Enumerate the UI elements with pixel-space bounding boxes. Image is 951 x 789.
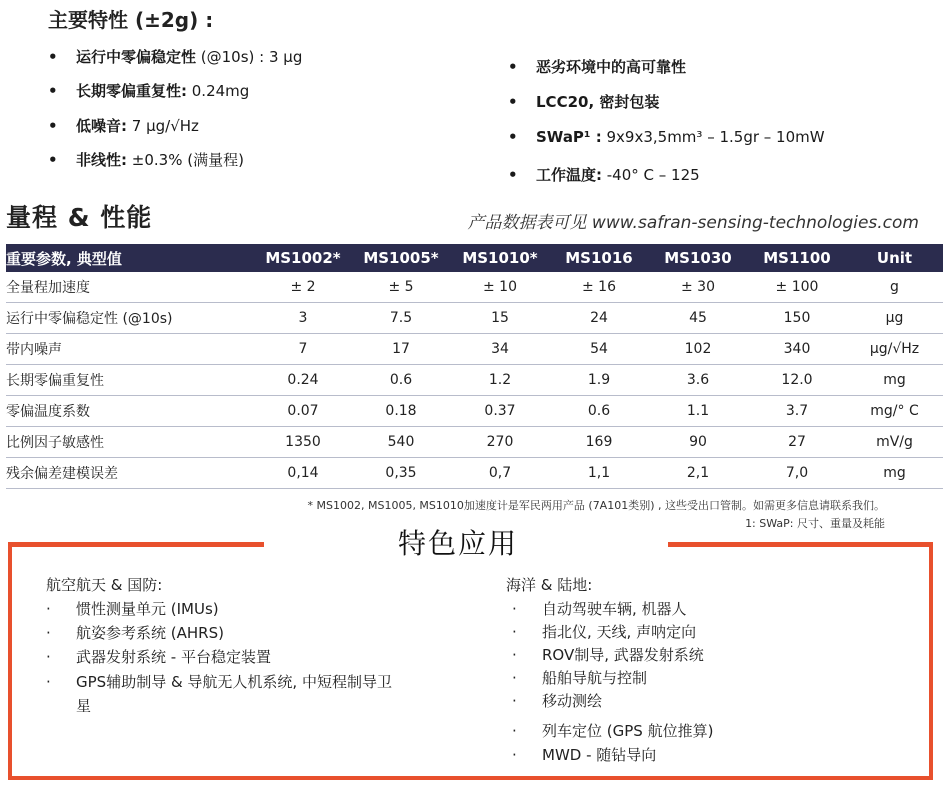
marine-land-heading: 海洋 & 陆地:: [506, 576, 593, 594]
export-control-note: * MS1002, MS1005, MS1010加速度计是军民两用产品 (7A101类别) , 这些受出口管制。如需更多信息请联系我们。: [307, 499, 885, 512]
table-cell: mV/g: [846, 427, 943, 458]
list-item: · 自动驾驶车辆, 机器人: [512, 600, 687, 618]
table-row: [6, 458, 943, 489]
table-cell: 2,1: [648, 458, 748, 489]
table-cell: 45: [648, 303, 748, 334]
table-cell: 残余偏差建模误差: [6, 458, 254, 489]
column-header: Unit: [846, 244, 943, 272]
feature-item: • 长期零偏重复性: 0.24mg: [48, 82, 250, 100]
table-cell: 150: [748, 303, 846, 334]
applications-title: 特色应用: [398, 527, 519, 560]
list-item: · ROV制导, 武器发射系统: [512, 646, 704, 664]
applications-border-top-left: [8, 542, 264, 547]
aerospace-defense-heading: 航空航天 & 国防:: [46, 576, 163, 594]
list-item: · 惯性测量单元 (IMUs): [46, 600, 219, 618]
table-cell: 0,14: [254, 458, 352, 489]
column-header: MS1005*: [352, 244, 450, 272]
table-cell: 7.5: [352, 303, 450, 334]
list-item: · MWD - 随钻导向: [512, 746, 657, 764]
table-cell: 全量程加速度: [6, 272, 254, 303]
section-title: 量程 & 性能: [6, 203, 153, 232]
table-cell: ± 5: [352, 272, 450, 303]
table-row: [6, 272, 943, 303]
datasheet-link[interactable]: 产品数据表可见 www.safran-sensing-technologies.com: [467, 213, 919, 233]
table-row: [6, 427, 943, 458]
table-row: [6, 303, 943, 334]
list-item: · 船舶导航与控制: [512, 669, 648, 687]
spec-table: [6, 244, 943, 489]
table-cell: 169: [550, 427, 648, 458]
table-row: [6, 334, 943, 365]
table-cell: 7: [254, 334, 352, 365]
table-cell: 比例因子敏感性: [6, 427, 254, 458]
table-cell: 0.6: [550, 396, 648, 427]
table-cell: 340: [748, 334, 846, 365]
list-item: · 移动测绘: [512, 692, 603, 710]
list-item-continuation: 星: [76, 697, 92, 715]
table-cell: 54: [550, 334, 648, 365]
feature-item: • 恶劣环境中的高可靠性: [508, 58, 687, 76]
table-cell: 24: [550, 303, 648, 334]
table-cell: 0.6: [352, 365, 450, 396]
table-cell: 运行中零偏稳定性 (@10s): [6, 303, 254, 334]
swap-note: 1: SWaP: 尺寸、重量及耗能: [745, 517, 885, 530]
table-cell: 27: [748, 427, 846, 458]
table-cell: 3: [254, 303, 352, 334]
table-cell: 0,35: [352, 458, 450, 489]
table-cell: 102: [648, 334, 748, 365]
table-row: [6, 396, 943, 427]
table-cell: 540: [352, 427, 450, 458]
table-cell: 3.6: [648, 365, 748, 396]
column-header: 重要参数, 典型值: [6, 244, 254, 272]
list-item: · 指北仪, 天线, 声呐定向: [512, 623, 697, 641]
table-cell: ± 2: [254, 272, 352, 303]
table-cell: 0.18: [352, 396, 450, 427]
table-cell: 长期零偏重复性: [6, 365, 254, 396]
feature-item: • 低噪音: 7 µg/√Hz: [48, 117, 199, 135]
list-item: · 武器发射系统 - 平台稳定装置: [46, 648, 271, 666]
table-cell: 34: [450, 334, 550, 365]
table-row: [6, 365, 943, 396]
column-header: MS1016: [550, 244, 648, 272]
table-cell: mg: [846, 365, 943, 396]
column-header: MS1030: [648, 244, 748, 272]
table-cell: ± 10: [450, 272, 550, 303]
table-cell: 17: [352, 334, 450, 365]
table-cell: mg: [846, 458, 943, 489]
table-cell: 12.0: [748, 365, 846, 396]
table-cell: 带内噪声: [6, 334, 254, 365]
table-cell: 15: [450, 303, 550, 334]
table-cell: ± 100: [748, 272, 846, 303]
table-header-row: [6, 244, 943, 272]
table-cell: 0,7: [450, 458, 550, 489]
table-cell: 0.07: [254, 396, 352, 427]
feature-item: • 非线性: ±0.3% (满量程): [48, 151, 244, 169]
table-cell: ± 16: [550, 272, 648, 303]
table-cell: mg/° C: [846, 396, 943, 427]
table-cell: 1,1: [550, 458, 648, 489]
table-cell: 1.2: [450, 365, 550, 396]
list-item: · 列车定位 (GPS 航位推算): [512, 722, 714, 740]
table-cell: 3.7: [748, 396, 846, 427]
list-item: · GPS辅助制导 & 导航无人机系统, 中短程制导卫: [46, 673, 392, 691]
table-cell: g: [846, 272, 943, 303]
table-cell: 270: [450, 427, 550, 458]
table-cell: 90: [648, 427, 748, 458]
table-cell: 7,0: [748, 458, 846, 489]
features-heading: 主要特性 (±2g) :: [48, 8, 214, 32]
table-cell: 0.37: [450, 396, 550, 427]
column-header: MS1010*: [450, 244, 550, 272]
table-cell: 零偏温度系数: [6, 396, 254, 427]
table-cell: ± 30: [648, 272, 748, 303]
feature-item: • LCC20, 密封包装: [508, 93, 660, 111]
table-cell: 0.24: [254, 365, 352, 396]
column-header: MS1002*: [254, 244, 352, 272]
list-item: · 航姿参考系统 (AHRS): [46, 624, 224, 642]
feature-item: • SWaP¹ : 9x9x3,5mm³ – 1.5gr – 10mW: [508, 128, 825, 146]
table-cell: µg: [846, 303, 943, 334]
feature-item: • 运行中零偏稳定性 (@10s) : 3 µg: [48, 48, 303, 66]
table-cell: µg/√Hz: [846, 334, 943, 365]
column-header: MS1100: [748, 244, 846, 272]
table-cell: 1350: [254, 427, 352, 458]
applications-border-top-right: [668, 542, 933, 547]
table-cell: 1.1: [648, 396, 748, 427]
table-cell: 1.9: [550, 365, 648, 396]
feature-item: • 工作温度: -40° C – 125: [508, 166, 700, 184]
